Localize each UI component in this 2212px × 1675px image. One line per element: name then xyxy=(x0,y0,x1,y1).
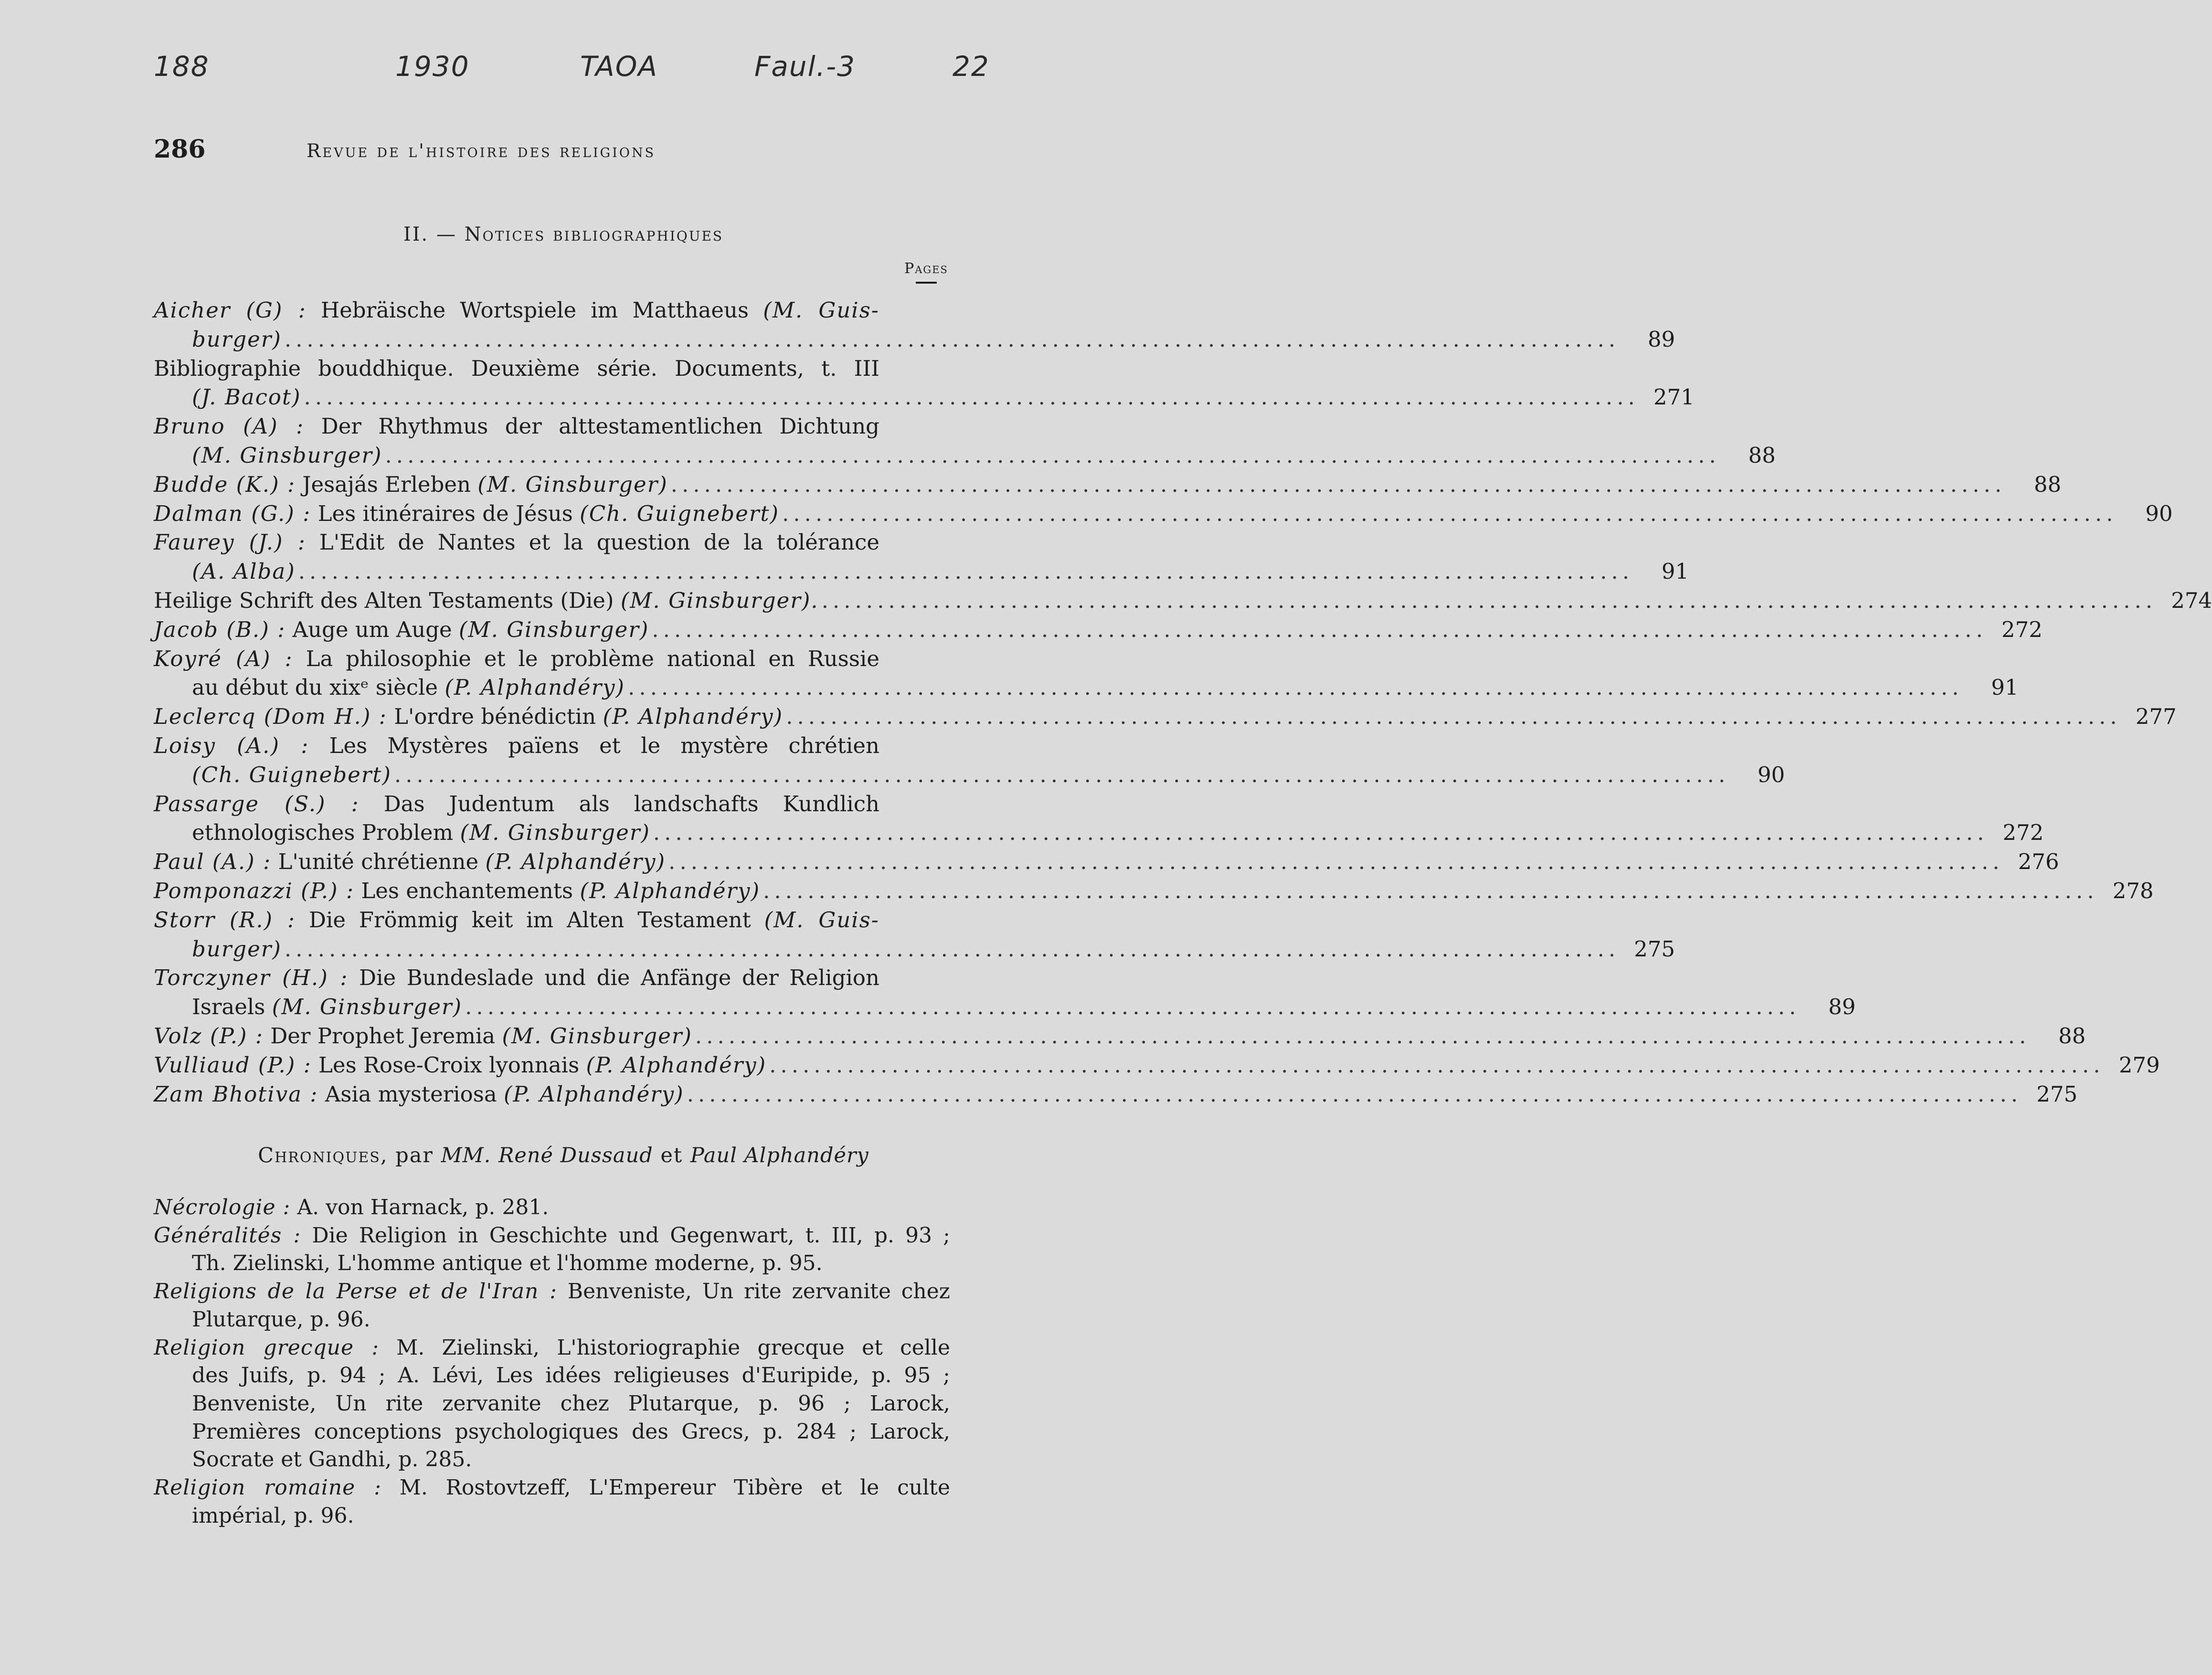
entry-author: Storr (R.) : xyxy=(154,907,296,933)
entry-text xyxy=(154,1022,692,1051)
entry-reviewer: (P. Alphandéry) xyxy=(445,675,625,700)
entry-reviewer: (Ch. Guignebert) xyxy=(580,500,780,526)
chronique-text: M. Rostovtzeff, L'Empereur Tibère et le culte xyxy=(381,1475,950,1500)
entry-text xyxy=(154,1080,684,1109)
entry-author: Zam Bhotiva : xyxy=(154,1081,318,1107)
entry-text xyxy=(154,848,666,877)
entry-page-number: 91 xyxy=(1662,559,1689,584)
dot-leader: ........................................................................................................................ xyxy=(304,384,1640,410)
bibliography-entry xyxy=(154,848,2059,877)
entry-page-number: 91 xyxy=(1991,675,2019,700)
running-header xyxy=(154,135,965,168)
bibliography-entry xyxy=(154,528,1689,586)
entry-author: Jacob (B.) : xyxy=(154,616,286,642)
bibliography-entry xyxy=(154,702,2177,731)
chronique-text: Die Religion in Geschichte und Gegenwart, t. III, p. 93 ; xyxy=(301,1223,951,1248)
entry-text xyxy=(192,993,462,1022)
entry-line xyxy=(154,818,2044,848)
entry-text xyxy=(154,470,668,499)
entry-title: Der Prophet Jeremia xyxy=(263,1023,502,1049)
bibliography-entry xyxy=(154,906,1675,964)
entry-text xyxy=(154,356,879,381)
entry-title: Heilige Schrift des Alten Testaments (Die) xyxy=(154,587,621,613)
chronique-line xyxy=(154,1474,950,1502)
entry-line xyxy=(154,848,2059,877)
entry-title: Les Mystères païens et le mystère chrétien xyxy=(309,732,879,758)
entry-page-number: 90 xyxy=(2145,500,2173,526)
entry-reviewer: (M. Ginsburger) xyxy=(458,616,649,642)
bibliography-entry xyxy=(154,1080,2078,1109)
entry-page-number: 279 xyxy=(2118,1052,2160,1078)
entry-title: Hebräische Wortspiele im Matthaeus xyxy=(306,297,763,323)
entry-line xyxy=(154,877,2154,906)
entry-line xyxy=(154,412,956,441)
entry-line xyxy=(154,964,956,993)
entry-line xyxy=(154,499,2173,529)
chronique-text: A. von Harnack, p. 281. xyxy=(290,1195,549,1219)
entry-line xyxy=(154,325,1675,354)
chroniques-title xyxy=(0,1144,1127,1167)
entry-author: Leclercq (Dom H.) : xyxy=(154,704,387,730)
chronique-line xyxy=(154,1446,950,1474)
chronique-line xyxy=(154,1222,950,1250)
entry-line xyxy=(154,470,2062,499)
entry-page-number: 88 xyxy=(2058,1023,2086,1049)
chronique-text: Benveniste, Un rite zervanite chez Plutarque, p. 96 ; Larock, xyxy=(192,1391,950,1416)
entry-author: Loisy (A.) : xyxy=(154,732,309,758)
entry-text xyxy=(154,413,879,439)
entry-line xyxy=(154,673,2019,702)
entry-title: L'unité chrétienne xyxy=(271,849,486,875)
entry-reviewer: (M. Ginsburger) xyxy=(477,471,668,497)
pages-column-heading xyxy=(898,260,955,284)
entry-line xyxy=(154,557,1689,586)
entry-title: Israels xyxy=(192,994,272,1020)
bibliography-entry xyxy=(154,354,1695,413)
entry-text xyxy=(154,646,879,671)
entry-text xyxy=(154,1051,766,1080)
entry-text xyxy=(192,325,282,354)
section-title-text: Notices bibliographiques xyxy=(464,223,724,245)
chroniques-author-2: Paul Alphandéry xyxy=(690,1144,869,1167)
entry-title: Jesajás Erleben xyxy=(296,471,478,497)
entry-page-number: 275 xyxy=(1634,936,1675,962)
entry-author: Dalman (G.) : xyxy=(154,500,311,526)
chronique-text: des Juifs, p. 94 ; A. Lévi, Les idées religieuses d'Euripide, p. 95 ; xyxy=(192,1363,950,1388)
entry-reviewer: (A. Alba) xyxy=(192,559,296,584)
entry-reviewer: (P. Alphandéry) xyxy=(503,1081,684,1107)
chronique-text: M. Zielinski, L'historiographie grecque et celle xyxy=(379,1335,950,1360)
entry-author: Faurey (J.) : xyxy=(154,530,306,555)
chroniques-mm: MM. xyxy=(441,1144,491,1167)
chroniques-list xyxy=(154,1194,950,1530)
entry-text xyxy=(192,761,392,790)
entry-line xyxy=(154,731,956,761)
entry-page-number: 88 xyxy=(1748,442,1776,468)
entry-text xyxy=(154,586,819,615)
entry-author: Passarge (S.) : xyxy=(154,791,360,816)
bibliography-entry xyxy=(154,877,2154,906)
entry-line xyxy=(154,1051,2160,1080)
entry-reviewer: (M. Ginsburger) xyxy=(502,1023,692,1049)
entry-line xyxy=(154,528,956,557)
entry-line xyxy=(154,790,956,819)
bibliography-list xyxy=(154,296,2212,1109)
chronique-line xyxy=(154,1390,950,1418)
entry-title: ethnologisches Problem xyxy=(192,820,460,846)
chroniques-author-1: René Dussaud xyxy=(498,1144,653,1167)
entry-author: Volz (P.) : xyxy=(154,1023,264,1049)
entry-title: L'ordre bénédictin xyxy=(387,704,603,730)
entry-line xyxy=(154,586,2212,615)
entry-line xyxy=(154,615,2043,645)
entry-text xyxy=(192,673,625,702)
entry-line xyxy=(154,1022,2086,1051)
chronique-line xyxy=(154,1306,950,1334)
entry-text xyxy=(192,441,382,470)
entry-title: Die Frömmig keit im Alten Testament xyxy=(296,907,764,933)
entry-line xyxy=(154,993,1856,1022)
dot-leader: ........................................................................................................................ xyxy=(769,1052,2105,1078)
handwritten-note: 1930 xyxy=(395,50,470,83)
entry-reviewer: (M. Ginsburger) xyxy=(460,820,650,846)
bibliography-entry xyxy=(154,790,2044,848)
entry-author: Koyré (A) : xyxy=(154,646,293,671)
entry-text xyxy=(154,877,760,906)
entry-line xyxy=(154,906,956,935)
bibliography-entry xyxy=(154,470,2062,499)
entry-line xyxy=(154,441,1776,470)
entry-text xyxy=(154,499,779,529)
chronique-text: Th. Zielinski, L'homme antique et l'homme moderne, p. 95. xyxy=(192,1251,823,1276)
page-number: 286 xyxy=(154,135,206,164)
bibliography-entry xyxy=(154,964,1856,1022)
entry-title: Bibliographie bouddhique. Deuxième série. Documents, t. III xyxy=(154,355,879,381)
entry-text xyxy=(154,965,879,990)
chronique-category: Religion romaine : xyxy=(154,1475,381,1500)
entry-page-number: 89 xyxy=(1648,326,1675,352)
entry-page-number: 271 xyxy=(1653,384,1695,410)
entry-line xyxy=(154,296,956,325)
entry-text xyxy=(154,702,783,731)
entry-author: Paul (A.) : xyxy=(154,849,272,875)
entry-reviewer: (M. Guis- xyxy=(763,297,879,323)
chronique-text: Plutarque, p. 96. xyxy=(192,1307,370,1332)
entry-reviewer: (M. Guis- xyxy=(764,907,879,933)
entry-text xyxy=(192,383,301,412)
entry-page-number: 272 xyxy=(2001,616,2043,642)
chronique-text: Socrate et Gandhi, p. 285. xyxy=(192,1447,472,1472)
bibliography-entry xyxy=(154,586,2212,615)
entry-title: Asia mysteriosa xyxy=(318,1081,504,1107)
handwritten-note: 22 xyxy=(953,50,990,83)
entry-reviewer: (M. Ginsburger). xyxy=(620,587,819,613)
entry-line xyxy=(154,761,1785,790)
pages-label: Pages xyxy=(904,260,948,277)
chroniques-par: , par xyxy=(380,1144,441,1167)
entry-author: Torczyner (H.) : xyxy=(154,965,349,991)
entry-author: Vulliaud (P.) : xyxy=(154,1052,312,1078)
entry-reviewer: (P. Alphandéry) xyxy=(603,704,783,730)
entry-author: Aicher (G) : xyxy=(154,297,307,323)
entry-author: Budde (K.) : xyxy=(154,471,296,497)
entry-title: L'Edit de Nantes et la question de la tolérance xyxy=(306,530,879,555)
dot-leader: ........................................................................................................................ xyxy=(786,704,2121,730)
entry-line xyxy=(154,935,1675,964)
entry-title: Die Bundeslade und die Anfänge der Religion xyxy=(348,965,879,991)
dot-leader: ........................................................................................................................ xyxy=(385,442,1720,468)
entry-line xyxy=(154,1080,2078,1109)
entry-text xyxy=(154,791,879,816)
section-title xyxy=(0,223,1127,245)
entry-page-number: 274 xyxy=(2171,587,2212,613)
entry-title: La philosophie et le problème national en Russie xyxy=(293,646,879,671)
entry-text xyxy=(192,818,650,848)
entry-title: Auge um Auge xyxy=(286,616,459,642)
handwritten-note: 188 xyxy=(154,50,210,83)
entry-title: au début du xixᵉ siècle xyxy=(192,675,445,700)
entry-title: Les Rose-Croix lyonnais xyxy=(311,1052,586,1078)
dot-leader: ........................................................................................................................ xyxy=(652,616,1987,642)
dot-leader: ........................................................................................................................ xyxy=(628,675,1963,700)
entry-title: Les itinéraires de Jésus xyxy=(311,500,580,526)
pages-underline xyxy=(916,282,937,284)
entry-line xyxy=(154,383,1695,412)
entry-reviewer: (M. Ginsburger) xyxy=(272,994,463,1020)
chronique-line xyxy=(154,1418,950,1446)
dot-leader: ........................................................................................................................ xyxy=(763,878,2098,903)
dot-leader: ........................................................................................................................ xyxy=(653,820,1989,846)
dot-leader: ........................................................................................................................ xyxy=(782,500,2117,526)
chronique-category: Religion grecque : xyxy=(154,1335,380,1360)
chronique-line xyxy=(154,1362,950,1390)
chronique-text: Benveniste, Un rite zervanite chez xyxy=(557,1279,950,1304)
entry-reviewer: (J. Bacot) xyxy=(192,384,301,410)
entry-title: Das Judentum als landschafts Kundlich xyxy=(359,791,880,816)
entry-text xyxy=(154,297,879,323)
handwritten-note: Faul.-3 xyxy=(754,50,856,83)
bibliography-entry xyxy=(154,499,2173,529)
dot-leader: ........................................................................................................................ xyxy=(687,1081,2022,1107)
entry-text xyxy=(154,907,879,933)
chronique-text: Premières conceptions psychologiques des Grecs, p. 284 ; Larock, xyxy=(192,1419,950,1444)
entry-text xyxy=(154,615,649,645)
bibliography-entry xyxy=(154,645,2019,703)
entry-page-number: 89 xyxy=(1828,994,1856,1020)
section-numeral: II. — xyxy=(403,223,457,245)
entry-text xyxy=(192,935,282,964)
dot-leader: ........................................................................................................................ xyxy=(394,762,1730,787)
entry-reviewer: (M. Ginsburger) xyxy=(192,442,382,468)
chronique-line xyxy=(154,1334,950,1362)
entry-reviewer: (P. Alphandéry) xyxy=(485,849,666,875)
dot-leader: ........................................................................................................................ xyxy=(465,994,1800,1020)
entry-reviewer: (P. Alphandéry) xyxy=(586,1052,767,1078)
entry-page-number: 272 xyxy=(2002,820,2044,846)
bibliography-entry xyxy=(154,1051,2160,1080)
dot-leader: ........................................................................................................................ xyxy=(284,936,1620,962)
entry-line xyxy=(154,645,956,674)
entry-page-number: 278 xyxy=(2112,878,2154,903)
bibliography-entry xyxy=(154,1022,2086,1051)
chronique-text: impérial, p. 96. xyxy=(192,1503,354,1528)
entry-text xyxy=(154,530,879,555)
entry-reviewer: (P. Alphandéry) xyxy=(580,878,761,903)
entry-reviewer: burger) xyxy=(192,936,282,962)
chroniques-et: et xyxy=(653,1144,690,1167)
entry-author: Pomponazzi (P.) : xyxy=(154,878,355,903)
chronique-line xyxy=(154,1194,950,1222)
entry-reviewer: burger) xyxy=(192,326,282,352)
entry-page-number: 88 xyxy=(2034,471,2062,497)
dot-leader: ........................................................................................................................ xyxy=(298,559,1634,584)
dot-leader: ........................................................................................................................ xyxy=(695,1023,2031,1049)
bibliography-entry xyxy=(154,731,1785,790)
dot-leader: ........................................................................................................................ xyxy=(670,471,2006,497)
bibliography-entry xyxy=(154,296,1675,354)
entry-text xyxy=(154,733,879,758)
handwritten-note: TAOA xyxy=(580,50,658,83)
entry-text xyxy=(192,557,296,586)
chronique-category: Nécrologie : xyxy=(154,1195,291,1219)
dot-leader: ........................................................................................................................ xyxy=(284,326,1620,352)
chronique-category: Généralités : xyxy=(154,1223,301,1248)
entry-line xyxy=(154,354,956,383)
chroniques-word: Chroniques xyxy=(258,1144,381,1167)
chronique-line xyxy=(154,1250,950,1278)
chronique-line xyxy=(154,1502,950,1530)
entry-page-number: 90 xyxy=(1757,762,1785,787)
entry-page-number: 277 xyxy=(2135,704,2177,730)
entry-reviewer: (Ch. Guignebert) xyxy=(192,762,392,787)
running-title: Revue de l'histoire des religions xyxy=(307,140,656,162)
entry-title: Der Rhythmus der alttestamentlichen Dichtung xyxy=(304,413,879,439)
bibliography-entry xyxy=(154,615,2043,645)
entry-line xyxy=(154,702,2177,731)
chronique-category: Religions de la Perse et de l'Iran : xyxy=(154,1279,557,1304)
chronique-line xyxy=(154,1278,950,1306)
entry-page-number: 276 xyxy=(2018,849,2059,875)
entry-author: Bruno (A) : xyxy=(154,413,305,439)
bibliography-entry xyxy=(154,412,1776,470)
entry-title: Les enchantements xyxy=(354,878,580,903)
entry-page-number: 275 xyxy=(2036,1081,2078,1107)
dot-leader: ........................................................................................................................ xyxy=(821,587,2157,613)
dot-leader: ........................................................................................................................ xyxy=(668,849,2004,875)
